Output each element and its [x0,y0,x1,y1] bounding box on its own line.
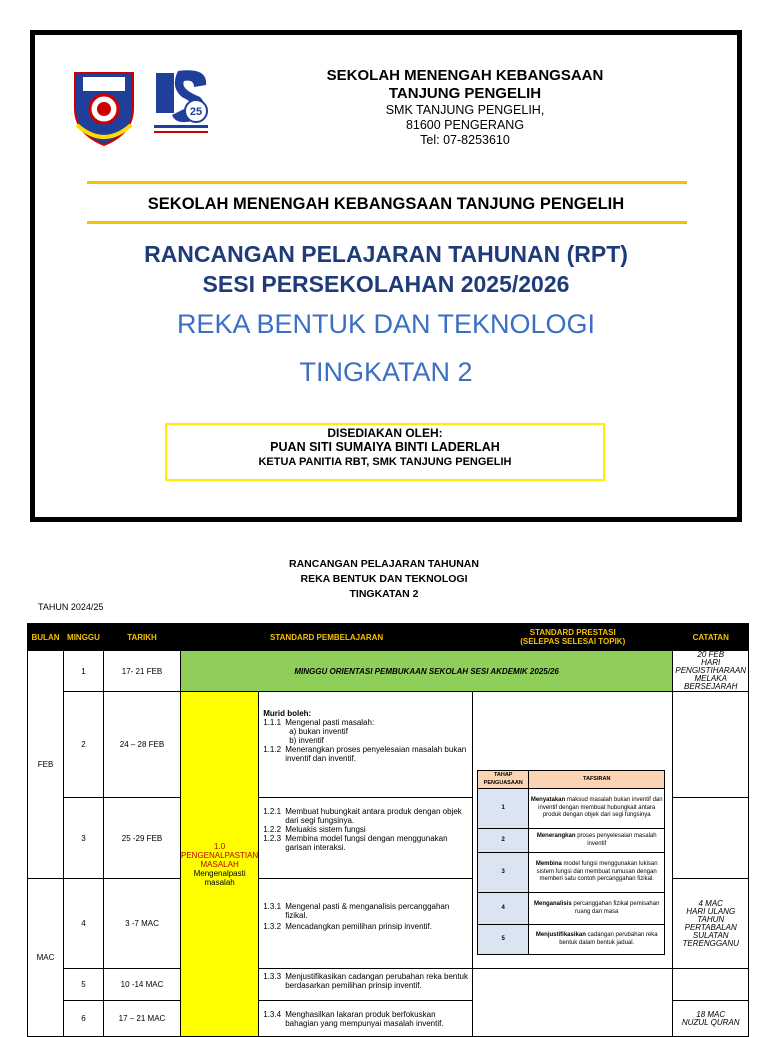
doc-heading-1: RANCANGAN PELAJARAN TAHUNAN [289,558,479,570]
note-text: HARI ULANG TAHUN PERTABALAN SULATAN TERENGGANU [682,906,739,948]
tp-level: 2 [478,829,529,853]
sp-week2 [259,692,473,798]
divider-bottom [87,221,687,224]
note-empty [673,692,749,798]
header-spi-line2: (SELEPAS SELESAI TOPIK) [520,637,626,646]
sp-text: Mengenal pasti masalah: [285,718,375,727]
table-row [28,692,749,798]
topic-sub: Mengenalpasti masalah [193,868,246,887]
header-catatan: CATATAN [673,624,749,651]
doc-heading-3: TINGKATAN 2 [349,588,419,600]
school-crest-logo [69,67,139,147]
table-header-row [28,624,749,651]
orientation-week: MINGGU ORIENTASI PEMBUKAAN SEKOLAH SESI AKDEMIK 2025/26 [181,651,673,692]
note-date: 20 FEB [697,650,725,659]
tp-text: model fungsi menggunakan lukisan sistem fungsi dan membuat rumusan dengan memberi satu contoh percanggahan fizikal. [536,861,658,883]
sp-week3 [259,798,473,879]
table-row [28,969,749,1001]
header-standard-prestasi [473,624,673,651]
week-date: 25 -29 FEB [104,798,181,879]
sp-text: a) bukan inventif [289,727,348,736]
tp-level: 5 [478,925,529,955]
week-date: 24 – 28 FEB [104,692,181,798]
sp-intro: Murid boleh: [263,709,312,718]
sp-week4 [259,879,473,969]
note-date: 4 MAC [698,898,723,908]
telephone: Tel: 07-8253610 [420,133,510,147]
week-number: 5 [64,969,104,1001]
sp-code: 1.1.2 [263,745,282,754]
anniversary-25-logo [150,63,212,139]
month-mac: MAC [28,879,64,1037]
topic-name: PENGENALPASTIAN MASALAH [181,850,259,869]
sp-text: Menerangkan proses penyelesaian masalah bukan inventif dan inventif. [285,745,467,763]
tp-text: percanggahan fizikal pemisahan ruang dan masa [571,901,660,915]
week-date: 17- 21 FEB [104,651,181,692]
title-session: SESI PERSEKOLAHAN 2025/2026 [202,271,570,297]
tp-text: proses penyelesaian masalah inventif [575,833,657,847]
week-number: 2 [64,692,104,798]
standard-prestasi-cell [473,692,673,969]
tp-keyword: Menjustifikasikan [535,932,586,938]
divider-top [87,181,687,184]
tahap-penguasaan-table [477,770,665,955]
week-date: 10 -14 MAC [104,969,181,1001]
tp-level: 1 [478,789,529,829]
week-number: 6 [64,1001,104,1037]
sp-text: Meluakis sistem fungsi [285,825,366,834]
week-number: 1 [64,651,104,692]
sp-text: Menghasilkan lakaran produk berfokuskan bahagian yang mempunyai masalah inventif. [285,1010,444,1028]
address-line1: SMK TANJUNG PENGELIH, [385,103,545,117]
title-rpt: RANCANGAN PELAJARAN TAHUNAN (RPT) [144,241,628,267]
note-text: HARI PENGISTIHARAAN MELAKA BERSEJARAH [675,658,747,691]
header-minggu: MINGGU [64,624,104,651]
week-number: 3 [64,798,104,879]
tp-desc [529,893,665,925]
form-title: TINGKATAN 2 [299,357,473,387]
week-number: 4 [64,879,104,969]
tp-keyword: Menerangkan [536,833,576,839]
sp-week5 [259,969,473,1001]
tp-text: cadangan perubahan reka bentuk dalam bentuk jadual. [559,932,658,946]
note-week4 [673,879,749,969]
sp-code: 1.3.3 [263,972,282,981]
header-spi-line1: STANDARD PRESTASI [529,628,616,637]
tp-keyword: Menganalisis [534,901,572,907]
rpt-table [27,623,749,1037]
tp-desc [529,853,665,893]
tp-desc [529,789,665,829]
cover-box [30,30,742,522]
tp-header-desc: TAFSIRAN [529,771,665,789]
week-date: 3 -7 MAC [104,879,181,969]
sp-code: 1.3.4 [263,1010,282,1019]
note-text: NUZUL QURAN [681,1017,740,1027]
sp-text: b) inventif [289,736,324,745]
subject-title: REKA BENTUK DAN TEKNOLOGI [176,309,596,339]
standard-prestasi-empty [473,969,673,1037]
teacher-name: PUAN SITI SUMAIYA BINTI LADERLAH [270,440,500,454]
note-week1 [673,651,749,692]
tp-text: maksud masalah bukan inventif dan inventif dengan membuat hubungkait antara produk dengan objek dari segi fungsinya [538,797,663,819]
note-empty [673,798,749,879]
sp-code: 1.2.3 [263,834,282,843]
sp-text: Membina model fungsi dengan menggunakan garisan interaksi. [285,834,448,852]
teacher-role: KETUA PANITIA RBT, SMK TANJUNG PENGELIH [258,456,512,468]
school-banner: SEKOLAH MENENGAH KEBANGSAAN TANJUNG PENGELIH [147,195,625,213]
tp-desc [529,829,665,853]
tp-level: 4 [478,893,529,925]
sp-code: 1.2.1 [263,807,282,816]
tp-level: 3 [478,853,529,893]
sp-text: Mengenal pasti & menganalisis percanggahan fizikal. [285,902,450,920]
topic-cell [181,692,259,1037]
sp-code: 1.2.2 [263,825,282,834]
note-date: 18 MAC [696,1009,726,1019]
table-row [28,651,749,692]
note-week6 [673,1001,749,1037]
header-bulan: BULAN [28,624,64,651]
academic-year: TAHUN 2024/25 [38,602,104,612]
tp-desc [529,925,665,955]
tp-keyword: Membina [535,861,562,868]
sp-text: Membuat hubungkait antara produk dengan objek dari segi fungsinya. [285,807,462,825]
school-name: SEKOLAH MENENGAH KEBANGSAAN [326,67,604,84]
prepared-by-box [165,423,605,481]
sp-code: 1.3.1 [263,902,282,911]
header-tarikh: TARIKH [104,624,181,651]
address-line2: 81600 PENGERANG [405,118,525,132]
header-standard-pembelajaran: STANDARD PEMBELAJARAN [181,624,473,651]
sp-code: 1.1.1 [263,718,282,727]
tp-header-level: TAHAP PENGUASAAN [478,771,529,789]
month-feb: FEB [28,651,64,879]
sp-week6 [259,1001,473,1037]
sp-text: Menjustifikasikan cadangan perubahan reka bentuk berdasarkan pemilihan prinsip inventif. [285,972,469,990]
week-date: 17 – 21 MAC [104,1001,181,1037]
prepared-label: DISEDIAKAN OLEH: [327,426,443,440]
school-name-line2: TANJUNG PENGELIH [388,85,542,102]
sp-code: 1.3.2 [263,922,282,931]
svg-text:25: 25 [189,106,203,118]
tp-keyword: Menyatakan [530,797,566,804]
topic-number: 1.0 [214,841,226,851]
doc-heading-2: REKA BENTUK DAN TEKNOLOGI [300,573,468,585]
sp-text: Mencadangkan pemilihan prinsip inventif. [285,922,432,931]
note-empty [673,969,749,1001]
